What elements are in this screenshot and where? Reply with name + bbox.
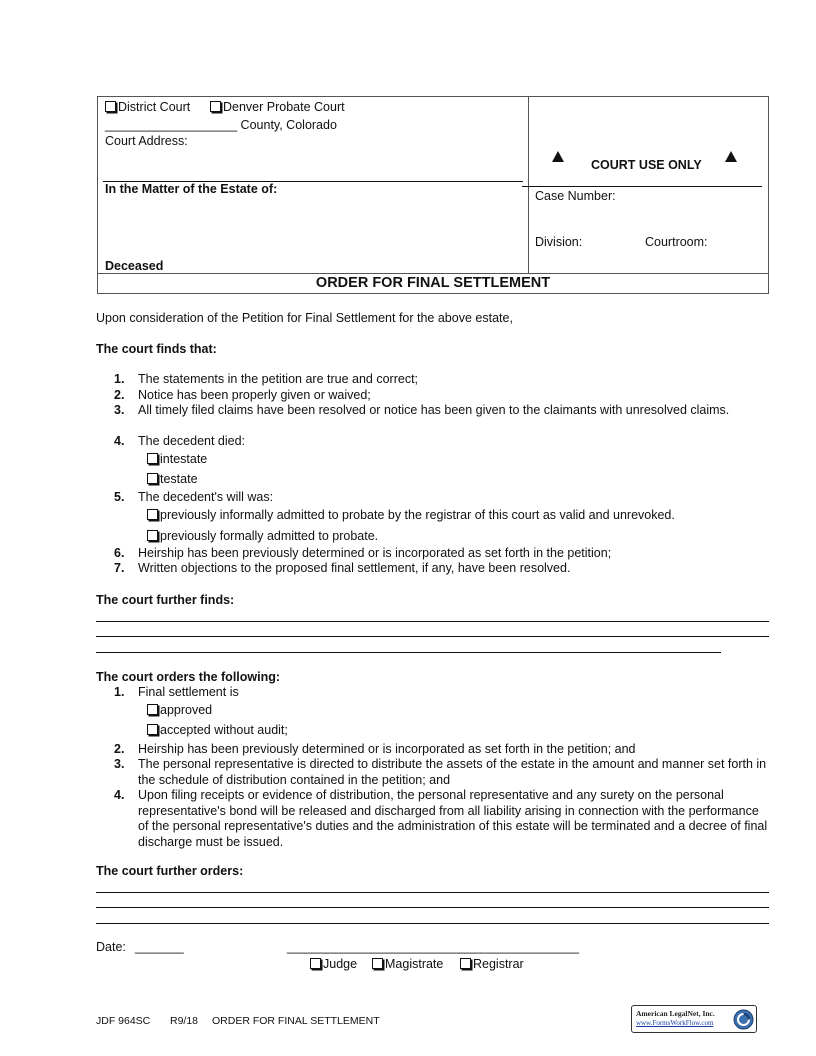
- court-address-label: Court Address:: [105, 134, 188, 148]
- died-option-intestate[interactable]: [147, 452, 207, 466]
- finds-item-number: 6.: [114, 546, 125, 560]
- checkbox-icon[interactable]: [147, 724, 158, 735]
- finds-item-text: Written objections to the proposed final settlement, if any, have been resolved.: [138, 561, 571, 575]
- orders-item-number: 2.: [114, 742, 125, 756]
- district-court-option[interactable]: [105, 100, 190, 114]
- deceased-label: Deceased: [105, 259, 164, 273]
- checkbox-icon[interactable]: [147, 453, 158, 464]
- settlement-option-label: accepted without audit;: [160, 723, 288, 737]
- orders-item-text: The personal representative is directed to distribute the assets of the estate in the amount and manner set forth in the schedule of distribution contained in the petition; and: [138, 757, 767, 787]
- checkbox-icon[interactable]: [210, 101, 221, 112]
- will-option-formal[interactable]: [147, 529, 378, 543]
- died-option-label: testate: [160, 472, 198, 486]
- case-number-label: Case Number:: [535, 189, 616, 203]
- further-orders-line[interactable]: [96, 892, 769, 893]
- further-finds-heading: The court further finds:: [96, 593, 235, 607]
- date-field[interactable]: _______: [135, 940, 184, 954]
- triangle-up-icon: [725, 151, 737, 162]
- checkbox-icon[interactable]: [147, 473, 158, 484]
- orders-item-text: Upon filing receipts or evidence of distribution, the personal representative and any surety on the personal representative's bond will be released and discharged from all liability arising in connection with the performance of the personal representative's duties and the administration of this estate will be terminated and a decree of final discharge must be issued.: [138, 788, 768, 849]
- further-finds-line[interactable]: [96, 652, 721, 653]
- orders-item-text: Final settlement is: [138, 685, 239, 699]
- role-label: Registrar: [473, 957, 524, 971]
- checkbox-icon[interactable]: [460, 958, 471, 969]
- settlement-option-without-audit[interactable]: [147, 723, 288, 737]
- intro-text: Upon consideration of the Petition for Final Settlement for the above estate,: [96, 311, 513, 325]
- finds-item-number: 3.: [114, 403, 125, 417]
- division-label: Division:: [535, 235, 583, 249]
- logo-company: American LegalNet, Inc.: [636, 1009, 715, 1018]
- title-rule: [97, 273, 769, 274]
- settlement-option-approved[interactable]: [147, 703, 212, 717]
- courtroom-label: Courtroom:: [645, 235, 708, 249]
- logo-url[interactable]: www.FormsWorkFlow.com: [636, 1019, 714, 1027]
- county-line: ___________________ County, Colorado: [105, 118, 337, 132]
- orders-item-number: 1.: [114, 685, 125, 699]
- role-option-magistrate[interactable]: [372, 957, 443, 971]
- estate-of-label: In the Matter of the Estate of:: [105, 182, 278, 196]
- further-orders-line[interactable]: [96, 923, 769, 924]
- died-option-testate[interactable]: [147, 472, 198, 486]
- finds-item-text: Heirship has been previously determined or is incorporated as set forth in the petition;: [138, 546, 612, 560]
- finds-item-number: 2.: [114, 388, 125, 402]
- caption-right-rule: [522, 186, 762, 187]
- finds-item-text: The decedent's will was:: [138, 490, 274, 504]
- checkbox-icon[interactable]: [372, 958, 383, 969]
- form-revision: R9/18: [170, 1015, 199, 1027]
- finds-heading: The court finds that:: [96, 342, 217, 356]
- will-option-informal[interactable]: [147, 508, 675, 522]
- checkbox-icon[interactable]: [310, 958, 321, 969]
- orders-item-text: Heirship has been previously determined or is incorporated as set forth in the petition; and: [138, 742, 636, 756]
- finds-item-text: The statements in the petition are true and correct;: [138, 372, 419, 386]
- orders-item-number: 4.: [114, 788, 125, 802]
- finds-item-number: 5.: [114, 490, 125, 504]
- district-court-label: District Court: [118, 100, 191, 114]
- finds-item-number: 1.: [114, 372, 125, 386]
- role-label: Judge: [323, 957, 358, 971]
- legalnet-logo: [631, 1005, 757, 1033]
- further-orders-heading: The court further orders:: [96, 864, 244, 878]
- finds-item-text: The decedent died:: [138, 434, 246, 448]
- further-orders-line[interactable]: [96, 907, 769, 908]
- checkbox-icon[interactable]: [147, 530, 158, 541]
- further-finds-line[interactable]: [96, 621, 769, 622]
- role-option-registrar[interactable]: [460, 957, 524, 971]
- court-use-only: COURT USE ONLY: [591, 158, 702, 172]
- finds-item-text: Notice has been properly given or waived;: [138, 388, 371, 402]
- form-id: JDF 964SC: [96, 1015, 151, 1027]
- denver-probate-option[interactable]: [210, 100, 345, 114]
- checkbox-icon[interactable]: [147, 704, 158, 715]
- will-option-label: previously formally admitted to probate.: [160, 529, 379, 543]
- denver-probate-label: Denver Probate Court: [223, 100, 345, 114]
- globe-icon: [733, 1009, 754, 1030]
- orders-item-number: 3.: [114, 757, 125, 771]
- died-option-label: intestate: [160, 452, 208, 466]
- signature-line[interactable]: __________________________________________: [287, 940, 579, 954]
- document-title: ORDER FOR FINAL SETTLEMENT: [315, 275, 551, 291]
- further-finds-line[interactable]: [96, 636, 769, 637]
- date-label: Date:: [96, 940, 126, 954]
- finds-item-text: All timely filed claims have been resolved or notice has been given to the claimants with unresolved claims.: [138, 403, 730, 417]
- checkbox-icon[interactable]: [147, 509, 158, 520]
- finds-item-number: 4.: [114, 434, 125, 448]
- finds-item-number: 7.: [114, 561, 125, 575]
- orders-heading: The court orders the following:: [96, 670, 281, 684]
- role-option-judge[interactable]: [310, 957, 357, 971]
- settlement-option-label: approved: [160, 703, 213, 717]
- checkbox-icon[interactable]: [105, 101, 116, 112]
- triangle-up-icon: [552, 151, 564, 162]
- form-footer-title: ORDER FOR FINAL SETTLEMENT: [212, 1015, 380, 1027]
- will-option-label: previously informally admitted to probate by the registrar of this court as valid and unrevoked.: [160, 508, 675, 522]
- caption-divider: [528, 96, 529, 274]
- role-label: Magistrate: [385, 957, 444, 971]
